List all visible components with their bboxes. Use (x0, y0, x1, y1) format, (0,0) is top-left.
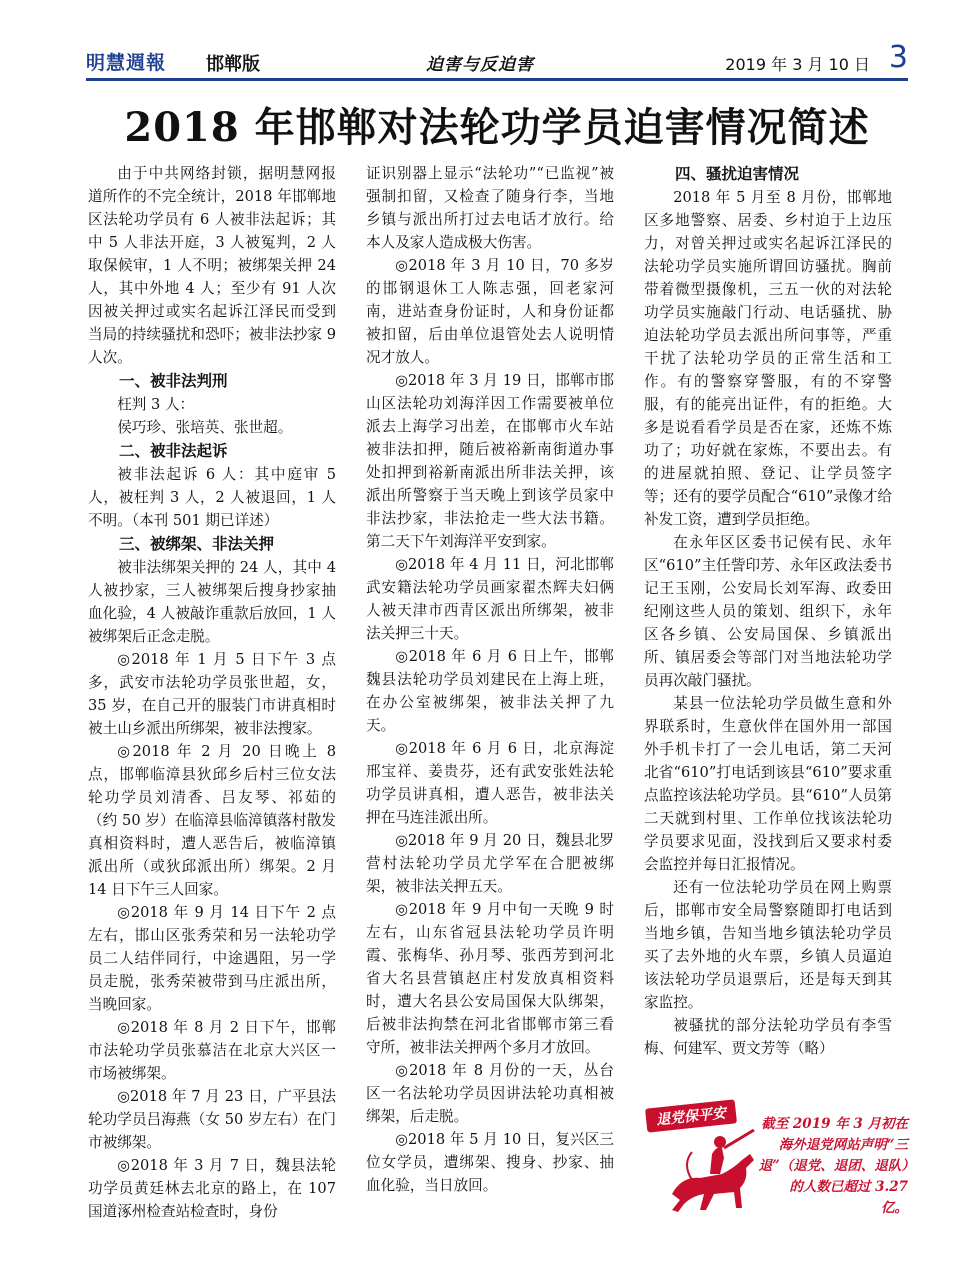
paragraph: ◎2018 年 7 月 23 日，广平县法轮功学员吕海燕（女 50 岁左右）在门市被绑架。 (88, 1088, 336, 1151)
article-title: 2018 年邯郸对法轮功学员迫害情况简述 (124, 104, 870, 151)
section-heading: 三、被绑架、非法关押 (119, 535, 275, 553)
paragraph: ◎2018 年 1 月 5 日下午 3 点多，武安市法轮功学员张世超，女，35 岁，在自己开的服装门市讲真相时被土山乡派出所绑架，被非法搜家。 (88, 651, 336, 737)
paragraph: ◎2018 年 3 月 19 日，邯郸市邯山区法轮功刘海洋因工作需要被单位派去上海学习出差，在邯郸市火车站被非法扣押，随后被裕新南街道办事处扣押到裕新南派出所非法关押，该派出所警察于当天晚上到该学员家中非法抄家，非法抢走一些大法书籍。第二天下午刘海洋平安到家。 (366, 372, 614, 550)
paragraph: 证识别器上显示“法轮功”“已监视”被强制扣留，又检查了随身行李，当地乡镇与派出所打过去电话才放行。给本人及家人造成极大伤害。 (366, 165, 614, 251)
paragraph: ◎2018 年 8 月份的一天，丛台区一名法轮功学员因讲法轮功真相被绑架，后走脱。 (366, 1062, 614, 1125)
issue-date: 2019 年 3 月 10 日 (725, 55, 870, 74)
paragraph: ◎2018 年 6 月 6 日上午，邯郸魏县法轮功学员刘建民在上海上班，在办公室被绑架，被非法关押了九天。 (366, 648, 614, 734)
advert-box (640, 1098, 908, 1218)
masthead-logo: 明慧週報 (86, 52, 167, 74)
paragraph: 被骚扰的部分法轮功学员有李雪梅、何建军、贾文芳等（略） (644, 1017, 892, 1057)
paragraph: 枉判 3 人： (117, 396, 195, 413)
paragraph: 还有一位法轮功学员在网上购票后，邯郸市安全局警察随即打电话到当地乡镇，告知当地乡镇法轮功学员买了去外地的火车票，乡镇人员逼迫该法轮功学员退票后，还是每天到其家监控。 (644, 879, 892, 1011)
paragraph: ◎2018 年 3 月 10 日，70 多岁的邯钢退休工人陈志强，回老家河南，进站查身份证时，人和身份证都被扣留，后由单位退管处去人说明情况才放人。 (366, 257, 614, 366)
page-number: 3 (888, 40, 908, 75)
paragraph: 由于中共网络封锁，据明慧网报道所作的不完全统计，2018 年邯郸地区法轮功学员有 6 人被非法起诉；其中 5 人非法开庭，3 人被冤判，2 人取保候审，1 人不明；被绑架关押 24 人，其中外地 4 人；至少有 91 人次因被关押过或实名起诉江泽民而受到当局的持续骚扰和恐吓；被非法抄家 9 人次。 (88, 165, 336, 366)
page-header (86, 40, 908, 76)
section-heading: 一、被非法判刑 (119, 372, 228, 390)
paragraph: ◎2018 年 5 月 10 日，复兴区三位女学员，遭绑架、搜身、抄家、抽血化验，当日放回。 (366, 1131, 614, 1194)
advert-banner: 退党保平安 (645, 1099, 737, 1132)
paragraph: ◎2018 年 2 月 20 日晚上 8 点，邯郸临漳县狄邱乡后村三位女法轮功学员刘清香、吕友琴、祁茹的（约 50 岁）在临漳县临漳镇落村散发真相资料时，遭人恶告后，被临漳镇派出所（或狄邱派出所）绑架。2 月 14 日下午三人回家。 (88, 743, 336, 898)
paragraph: 被非法绑架关押的 24 人，其中 4 人被抄家，三人被绑架后搜身抄家抽血化验，4 人被敲诈重款后放回，1 人被绑架后正念走脱。 (88, 559, 336, 645)
paragraph: ◎2018 年 8 月 2 日下午，邯郸市法轮功学员张慕洁在北京大兴区一市场被绑架。 (88, 1019, 336, 1082)
paragraph: 在永年区区委书记侯有民、永年区“610”主任訾印芳、永年区政法委书记王玉刚，公安局长刘军海、政委田纪刚这些人员的策划、组织下，永年区各乡镇、公安局国保、乡镇派出所、镇居委会等部门对当地法轮功学员再次敲门骚扰。 (644, 534, 892, 689)
paragraph: ◎2018 年 4 月 11 日，河北邯郸武安籍法轮功学员画家翟杰辉夫妇俩人被天津市西青区派出所绑架，被非法关押三十天。 (366, 556, 614, 642)
paragraph: 侯巧珍、张培英、张世超。 (117, 419, 293, 436)
article-column-2 (366, 162, 614, 1197)
edition-label: 邯郸版 (206, 54, 260, 75)
paragraph: ◎2018 年 9 月 14 日下午 2 点左右，邯山区张秀荣和另一法轮功学员二人结伴同行，中途遇阻，另一学员走脱，张秀荣被带到马庄派出所，当晚回家。 (88, 904, 336, 1013)
header-rule (86, 78, 908, 81)
paragraph: 某县一位法轮功学员做生意和外界联系时，生意伙伴在国外用一部国外手机卡打了一会儿电话，第二天河北省“610”打电话到该县“610”要求重点监控该法轮功学员。县“610”人员第二天就到村里、工作单位找该法轮功学员要求见面，没找到后又要求村委会监控并每日汇报情况。 (644, 695, 892, 873)
article-column-3 (644, 162, 892, 1060)
article-column-1 (88, 162, 336, 1223)
advert-text: 截至 2019 年 3 月初在海外退党网站声明“三退”（退党、退团、退队）的人数已超过 3.27 亿。 (758, 1116, 908, 1216)
section-heading: 四、骚扰迫害情况 (675, 165, 800, 183)
paragraph: ◎2018 年 9 月 20 日，魏县北罗营村法轮功学员尤学军在合肥被绑架，被非法关押五天。 (366, 832, 614, 895)
paragraph: 2018 年 5 月至 8 月份，邯郸地区多地警察、居委、乡村迫于上边压力，对曾关押过或实名起诉江泽民的法轮功学员实施所谓回访骚扰。胸前带着微型摄像机，三五一伙的对法轮功学员实施敲门行动、电话骚扰、胁迫法轮功学员去派出所问事等，严重干扰了法轮功学员的正常生活和工作。有的警察穿警服，有的不穿警服，有的能亮出证件，有的拒绝。大多是说看看学员是否在家，还炼不炼功了；功好就在家炼，不要出去。有的进屋就拍照、登记、让学员签字等；还有的要学员配合“610”录像才给补发工资，遭到学员拒绝。 (644, 189, 892, 528)
rider-on-horse-icon (662, 1124, 766, 1218)
paragraph: ◎2018 年 9 月中旬一天晚 9 时左右，山东省冠县法轮功学员许明霞、张梅华、孙月琴、张西芳到河北省大名县营镇赵庄村发放真相资料时，遭大名县公安局国保大队绑架，后被非法拘禁在河北省邯郸市第三看守所，被非法关押两个多月才放回。 (366, 901, 614, 1056)
paragraph: ◎2018 年 3 月 7 日，魏县法轮功学员黄廷林去北京的路上，在 107 国道涿州检查站检查时，身份 (88, 1157, 336, 1220)
section-heading: 二、被非法起诉 (119, 442, 228, 460)
paragraph: ◎2018 年 6 月 6 日，北京海淀邢宝祥、姜贵芬，还有武安张姓法轮功学员讲真相，遭人恶告，被非法关押在马连洼派出所。 (366, 740, 614, 826)
paragraph: 被非法起诉 6 人：其中庭审 5 人，被枉判 3 人，2 人被退回，1 人不明。（本刊 501 期已详述） (88, 466, 336, 529)
section-label: 迫害与反迫害 (426, 55, 534, 75)
